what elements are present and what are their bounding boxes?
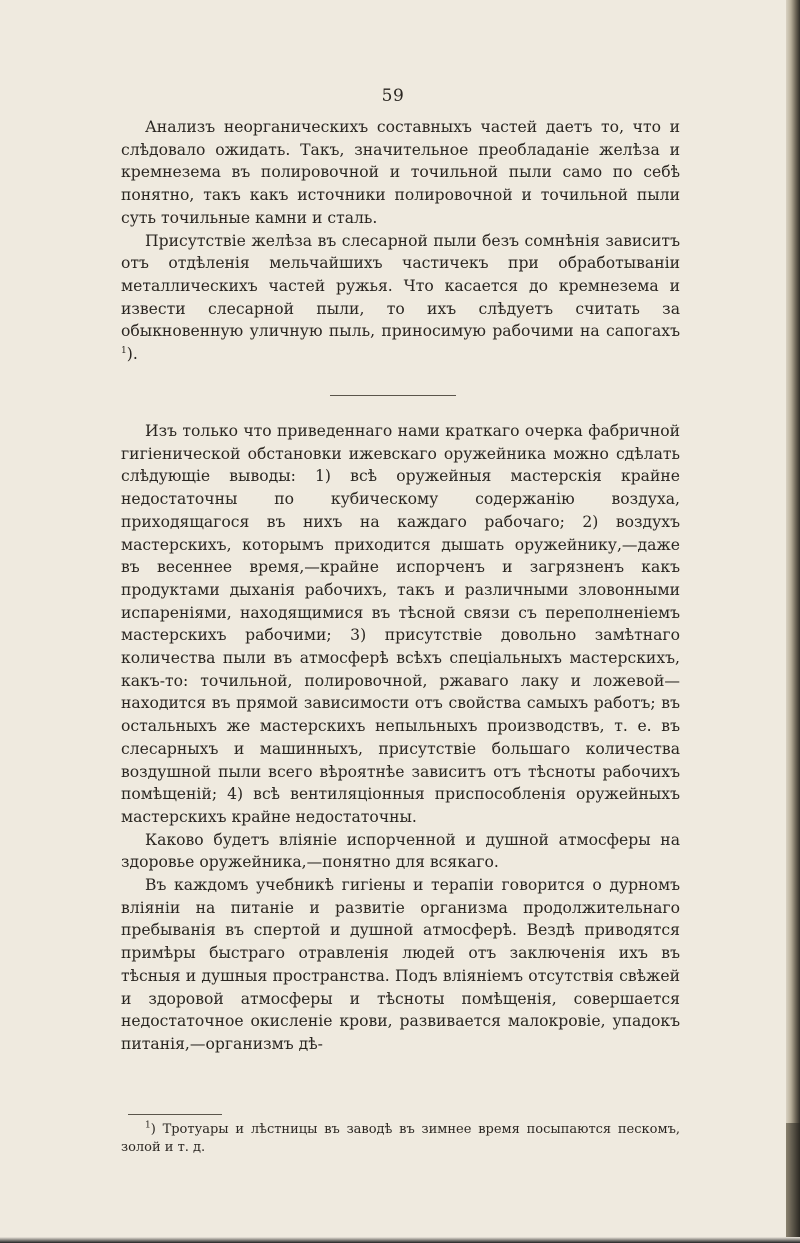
paragraph: Анализъ неорганическихъ составныхъ частей даетъ то, что и слѣдовало ожидать. Такъ, значительное преобладаніе желѣза и кремнезема въ полировочной и точильной пыли само по себѣ понятно, такъ какъ источники полировочной и точильной пыли суть точильные камни и сталь.: [121, 118, 680, 227]
paragraph: Каково будетъ вліяніе испорченной и душной атмосферы на здоровье оружейника,—понятно для всякаго.: [121, 830, 680, 872]
paragraph-close: ).: [126, 345, 138, 364]
text-block-bottom: [121, 420, 680, 1056]
paragraph: [121, 230, 680, 366]
footnote-marker: 1: [121, 345, 127, 356]
text-block-top: [121, 116, 680, 366]
footnote-number: 1: [145, 1120, 151, 1131]
footnote-rule: [128, 1114, 222, 1115]
footnote-text: ) Тротуары и лѣстницы въ заводѣ въ зимнее время посыпаются пескомъ, золой и т. д.: [121, 1122, 680, 1155]
page-bottom-edge: [0, 1237, 800, 1243]
paragraph: Изъ только что приведеннаго нами краткаго очерка фабричной гигіенической обстановки ижевскаго оружейника можно сдѣлать слѣдующіе выводы: 1) всѣ оружейныя мастерскія крайне недостаточны по кубическому содержанію воздуха, приходящагося въ нихъ на каждаго рабочаго; 2) воздухъ мастерскихъ, которымъ приходится дышать оружейнику,—даже въ весеннее время,—крайне испорченъ и загрязненъ какъ продуктами дыханія рабочихъ, такъ и различными зловонными испареніями, находящимися въ тѣсной связи съ переполненіемъ мастерскихъ рабочими; 3) присутствіе довольно замѣтнаго количества пыли въ атмосферѣ всѣхъ спеціальныхъ мастерскихъ, какъ-то: точильной, полировочной, ржаваго лаку и ложевой—находится въ прямой зависимости отъ свойства самыхъ работъ; въ остальныхъ же мастерскихъ непыльныхъ производствъ, т. е. въ слесарныхъ и машинныхъ, присутствіе большаго количества воздушной пыли всего вѣроятнѣе зависитъ отъ тѣсноты рабочихъ помѣщеній; 4) всѣ вентиляціонныя приспособленія оружейныхъ мастерскихъ крайне недостаточны.: [121, 422, 680, 826]
page-number: 59: [381, 86, 405, 106]
paragraph-text: Присутствіе желѣза въ слесарной пыли безъ сомнѣнія зависитъ отъ отдѣленія мельчайшихъ частичекъ при обработываніи металлическихъ частей ружья. Что касается до кремнезема и извести слесарной пыли, то ихъ слѣдуетъ считать за обыкновенную уличную пыль, приносимую рабочими на сапогахъ: [121, 231, 680, 341]
footnote-paragraph: [121, 1121, 680, 1157]
book-spine-shadow: [786, 0, 800, 1243]
section-divider: [330, 395, 456, 396]
footnote: [121, 1121, 680, 1157]
paragraph: Въ каждомъ учебникѣ гигіены и терапіи говорится о дурномъ вліяніи на питаніе и развитіе организма продолжительнаго пребыванія въ спертой и душной атмосферѣ. Вездѣ приводятся примѣры быстраго отравленія людей отъ заключенія ихъ въ тѣсныя и душныя пространства. Подъ вліяніемъ отсутствія свѣжей и здоровой атмосферы и тѣсноты помѣщенія, совершается недостаточное окисленіе крови, развивается малокровіе, упадокъ питанія,—организмъ дѣ-: [121, 876, 680, 1053]
book-spine-dark-corner: [786, 1123, 800, 1243]
